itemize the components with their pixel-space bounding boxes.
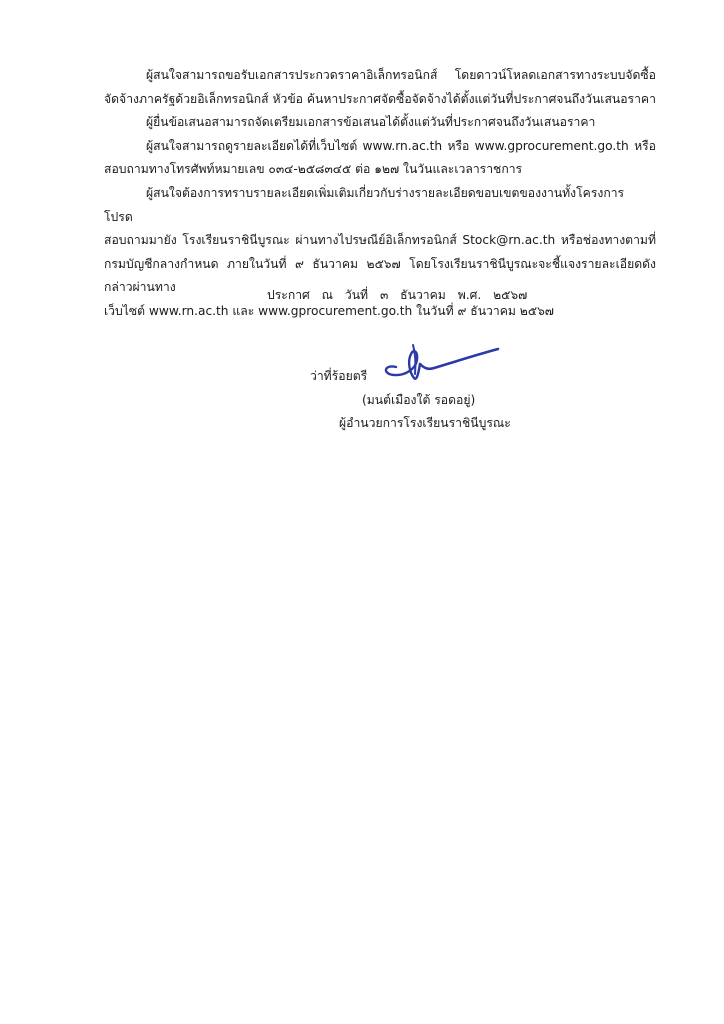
announcement-at: ณ	[321, 288, 333, 302]
announcement-day: ๓	[379, 288, 389, 302]
paragraph-line: สอบถามมายัง โรงเรียนราชินีบูรณะ ผ่านทางไปรษณีย์อิเล็กทรอนิกส์ Stock@rn.ac.th หรือช่องทางตามที่	[104, 233, 656, 248]
paragraph-line: กรมบัญชีกลางกำหนด ภายในวันที่ ๙ ธันวาคม ๒๕๖๗ โดยโรงเรียนราชินีบูรณะจะชี้แจงรายละเอียดดังกล่าวผ่านทาง	[104, 256, 656, 295]
paragraph-line: ผู้สนใจสามารถขอรับเอกสารประกวดราคาอิเล็กทรอนิกส์ โดยดาวน์โหลดเอกสารทางระบบจัดซื้อ	[146, 68, 656, 82]
signatory-position: ผู้อำนวยการโรงเรียนราชินีบูรณะ	[339, 416, 511, 430]
paragraph-line: จัดจ้างภาครัฐด้วยอิเล็กทรอนิกส์ หัวข้อ ค้นหาประกาศจัดซื้อจัดจ้างได้ตั้งแต่วันที่ประกาศจนถึงวันเสนอราคา	[104, 91, 656, 106]
announcement-year: ๒๕๖๗	[493, 288, 528, 302]
announcement-day-label: วันที่	[344, 288, 369, 302]
announcement-era: พ.ศ.	[457, 288, 482, 302]
paragraph-line: สอบถามทางโทรศัพท์หมายเลข ๐๓๔-๒๕๘๓๔๕ ต่อ ๑๒๗ ในวันและเวลาราชการ	[104, 162, 523, 177]
paragraph-line: ผู้สนใจสามารถดูรายละเอียดได้ที่เว็บไซต์ www.rn.ac.th หรือ www.gprocurement.go.th หรือ	[146, 138, 656, 153]
handwritten-signature	[376, 340, 506, 384]
paragraph-proposal-preparation	[104, 111, 656, 135]
announcement-month: ธันวาคม	[400, 288, 446, 302]
paragraph-line: เว็บไซต์ www.rn.ac.th และ www.gprocurement.go.th ในวันที่ ๙ ธันวาคม ๒๕๖๗	[104, 303, 554, 318]
paragraph-line: ผู้ยื่นข้อเสนอสามารถจัดเตรียมเอกสารข้อเสนอได้ตั้งแต่วันที่ประกาศจนถึงวันเสนอราคา	[146, 115, 596, 130]
announcement-date-line	[267, 286, 535, 305]
signatory-name: (มนต์เมืองใต้ รอดอยู่)	[362, 393, 476, 407]
paragraph-document-download	[104, 64, 656, 111]
document-body	[104, 64, 656, 324]
announcement-prefix: ประกาศ	[267, 288, 310, 302]
signatory-rank: ว่าที่ร้อยตรี	[310, 369, 368, 383]
paragraph-contact-info	[104, 135, 656, 182]
paragraph-line: ผู้สนใจต้องการทราบรายละเอียดเพิ่มเติมเกี่ยวกับร่างรายละเอียดขอบเขตของงานทั้งโครงการ โปรด	[104, 185, 625, 224]
